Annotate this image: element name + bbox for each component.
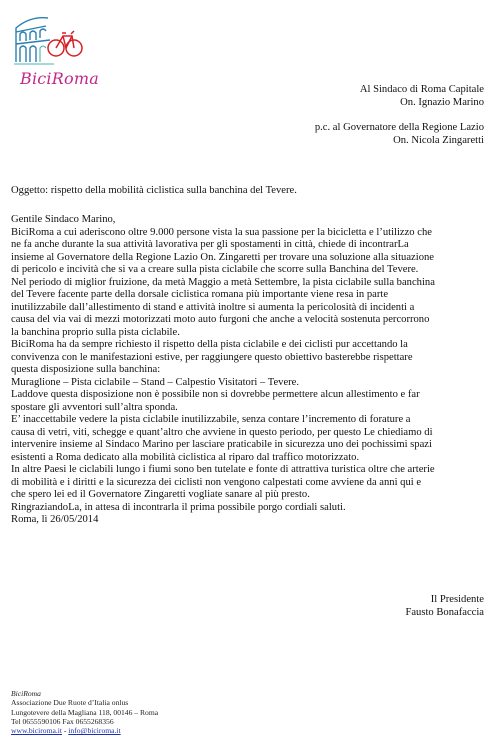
body-line: di pericolo e incività che si va a creare sulla pista ciclabile che scorre sulla Banchina del Tevere. <box>11 264 419 275</box>
recipient-line: Al Sindaco di Roma Capitale <box>359 84 484 95</box>
body-line: che spero lei ed il Governatore Zingaretti vogliate sanare al più presto. <box>11 489 310 500</box>
signature-name: Fausto Bonafaccia <box>405 607 484 619</box>
body-line: Laddove questa disposizione non è possibile non si dovrebbe permettere alcun allestimento e far <box>11 389 420 400</box>
body-line: del Tevere facente parte della dorsale ciclistica romana più importante viene resa in parte <box>11 289 389 300</box>
body-line: In altre Paesi le ciclabili lungo i fiumi sono ben tutelate e fonte di attrattiva turistica oltre che arterie <box>11 464 435 475</box>
footer-line: Tel 0655590106 Fax 0655268356 <box>11 716 114 726</box>
body-line: causa di vetri, viti, schegge e quant’altro che avviene in questo periodo, per questo Le chiediamo di <box>11 426 433 438</box>
body-line: Nel periodo di miglior fruizione, da metà Maggio a metà Settembre, la pista ciclabile sulla banchina <box>11 276 435 288</box>
body-line: inutilizzabile dall’allestimento di stand e attività inoltre si aumenta la pericolosità di incidenti a <box>11 301 415 313</box>
cc-block <box>315 121 484 148</box>
contact-separator: - <box>61 726 69 736</box>
footer <box>11 689 158 735</box>
greeting: Gentile Sindaco Marino, <box>11 214 116 225</box>
body-line: BiciRoma a cui aderiscono oltre 9.000 persone vista la sua passione per la bicicletta e l’utilizzo che <box>11 226 432 238</box>
body-line: di mobilità e i diritti e la sicurezza dei ciclisti non vengono calpestati come avviene da anni qui e <box>11 476 422 488</box>
subject-line: Oggetto: rispetto della mobilità ciclistica sulla banchina del Tevere. <box>11 185 297 196</box>
signature-block <box>405 593 484 620</box>
body-line: insieme al Governatore della Regione Lazio On. Zingaretti per trovare una soluzione alla situazione <box>11 251 434 263</box>
body-line: ne fa anche durante la sua attività lavorativa per gli spostamenti in città, chiede di incontrarLa <box>11 239 409 250</box>
biciroma-logo <box>10 8 99 90</box>
body-line: RingraziandoLa, in attesa di incontrarla il prima possibile porgo cordiali saluti. <box>11 501 346 513</box>
cc-line: On. Nicola Zingaretti <box>393 135 484 147</box>
body-line: intervenire insieme al Sindaco Marino per lasciare praticabile in sicurezza uno dei pochissimi spazi <box>11 439 432 450</box>
cc-line: p.c. al Governatore della Regione Lazio <box>314 122 484 133</box>
website-link[interactable]: www.biciroma.it <box>11 726 62 736</box>
footer-line: Lungotevere della Magliana 118, 00146 – Roma <box>11 707 159 717</box>
signature-role: Il Presidente <box>430 594 484 605</box>
recipient-block <box>360 83 484 110</box>
body-line: E’ inaccettabile vedere la pista ciclabile inutilizzabile, senza contare l’incremento di forature a <box>11 414 411 425</box>
recipient-line: On. Ignazio Marino <box>400 97 484 109</box>
body-line: la banchina proprio sulla pista ciclabile. <box>11 326 180 338</box>
body-line: convivenza con le manifestazioni estive, per raggiungere questo obiettivo basterebbe rispettare <box>11 351 413 363</box>
footer-contacts <box>11 726 158 735</box>
body-line: BiciRoma ha da sempre richiesto il rispetto della pista ciclabile e dei ciclisti pur accettando la <box>11 339 408 350</box>
colosseum-bicycle-icon <box>10 8 84 68</box>
logo-text: BiciRoma <box>20 69 99 88</box>
footer-org: BiciRoma <box>11 689 41 698</box>
body-line: questa disposizione sulla banchina: <box>11 364 161 375</box>
body-line: Muraglione – Pista ciclabile – Stand – Calpestio Visitatori – Tevere. <box>11 376 300 388</box>
body-line: Roma, lì 26/05/2014 <box>11 514 99 525</box>
body-line: causa del via vai di mezzi motorizzati moto auto furgoni che anche a velocità sostenuta percorrono <box>11 314 430 325</box>
letter-body <box>11 214 485 527</box>
body-line: spostare gli avventori sull’altra sponda. <box>11 401 178 413</box>
footer-line: Associazione Due Ruote d’Italia onlus <box>11 698 129 708</box>
body-paragraphs <box>11 227 485 527</box>
email-link[interactable]: info@biciroma.it <box>68 726 121 736</box>
body-line: esistenti a Roma dedicato alla mobilità ciclistica al riparo dal traffico motorizzato. <box>11 451 360 463</box>
